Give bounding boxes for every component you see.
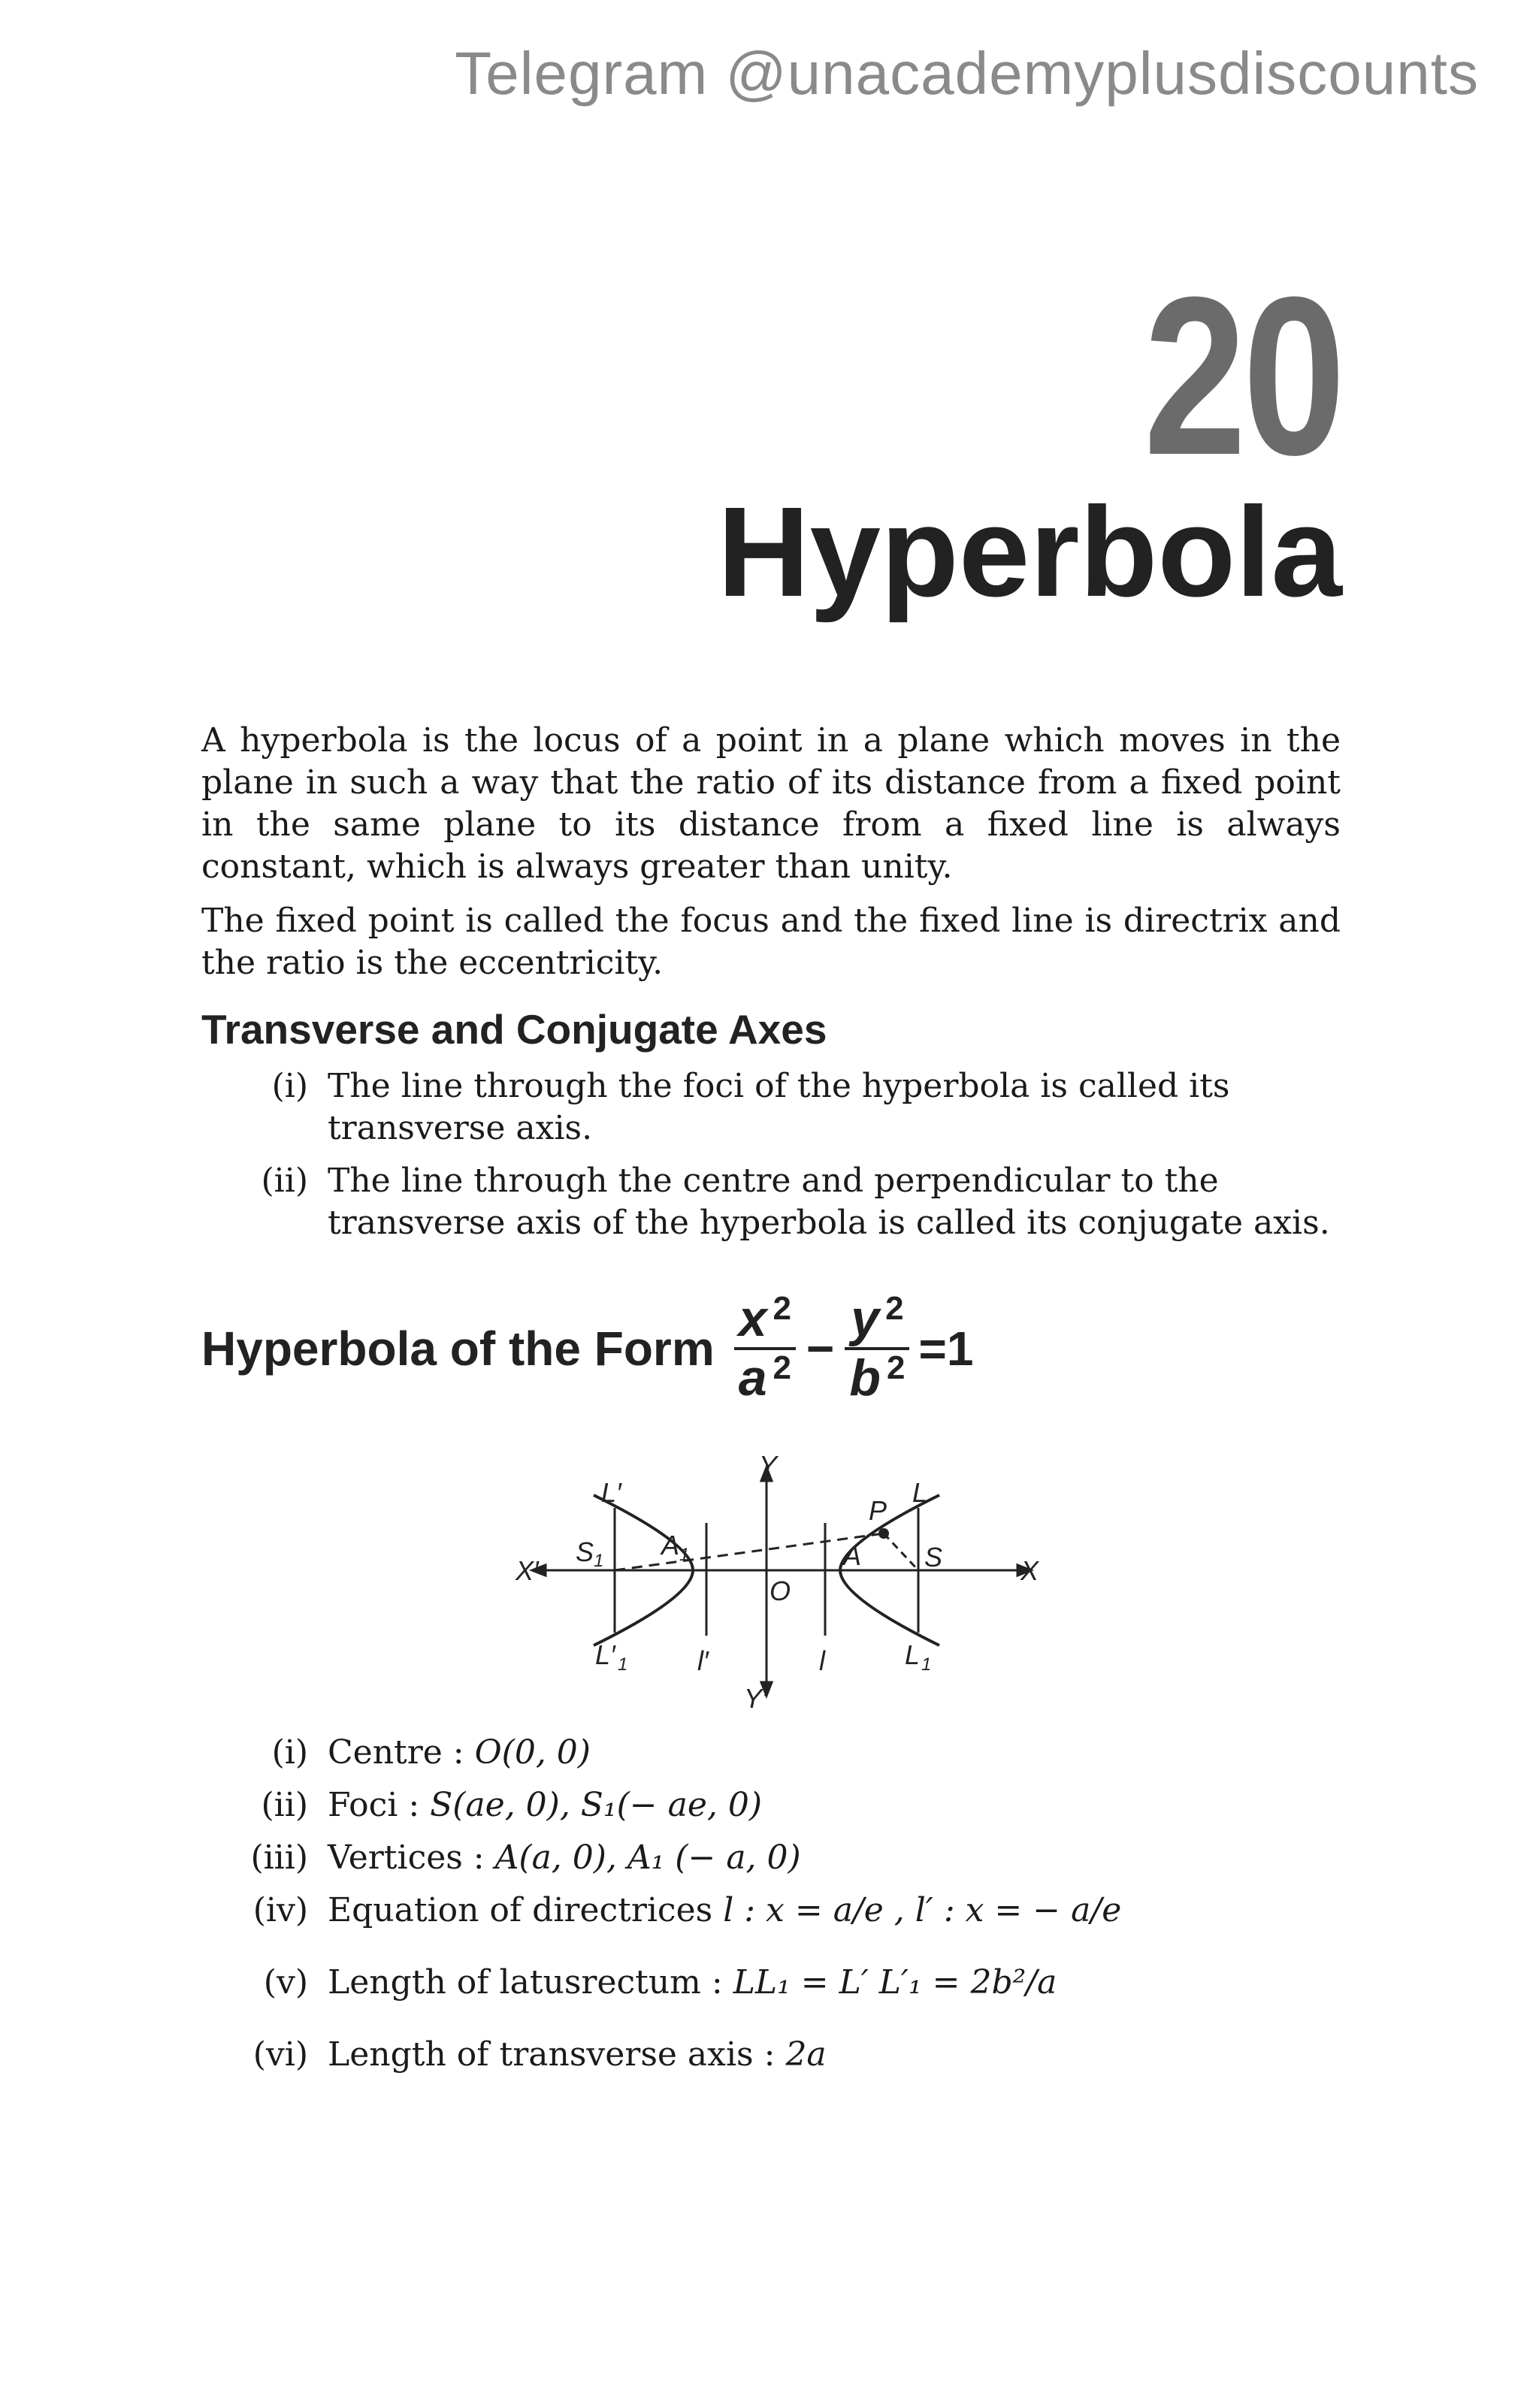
fraction-y2-b2: $\frac{y ^2}{b ^2}$ [845, 1291, 909, 1406]
label-A: A [843, 1540, 862, 1571]
svg-text:1: 1 [921, 1654, 932, 1675]
property-latusrectum: (v) Length of latusrectum : LL₁ = L′ L′₁ = 2b²/a [263, 1963, 1057, 2002]
label-A1: A [661, 1530, 680, 1561]
label-S: S [924, 1542, 943, 1573]
list-item [201, 1160, 1341, 1244]
chapter-number: 20 [1144, 249, 1342, 502]
property-foci: (ii) Foci : S(ae, 0), S₁(− ae, 0) [261, 1786, 763, 1824]
equals-one: =1 [918, 1321, 974, 1376]
list-item [201, 1065, 1341, 1150]
label-X: X [1020, 1555, 1039, 1586]
item-number: (i) [271, 1067, 308, 1105]
svg-text:1: 1 [679, 1545, 690, 1565]
properties-list [201, 1732, 1341, 2086]
hyperbola-figure [516, 1450, 1045, 1714]
watermark: Telegram @unacademyplusdiscounts [455, 40, 1479, 107]
intro-paragraph: A hyperbola is the locus of a point in a plane which moves in the plane in such a way that the ratio of its distance from a fixed point in the same plane to its distance from a fixed line is always constant, which is always greater than unity. [201, 721, 1341, 886]
label-Y: Y [759, 1450, 778, 1481]
label-l: l [819, 1645, 825, 1676]
property-transverse-axis: (vi) Length of transverse axis : 2a [252, 2035, 827, 2074]
chapter-title: Hyperbola [717, 481, 1342, 624]
intro-paragraph: The fixed point is called the focus and the fixed line is directrix and the ratio is the eccentricity. [201, 902, 1341, 982]
label-Y-prime: Y′ [744, 1683, 767, 1714]
minus-sign: − [806, 1321, 835, 1376]
label-S1: S [576, 1536, 594, 1567]
hyperbola-form-heading [201, 1291, 973, 1406]
section-heading: Hyperbola of the Form [201, 1321, 715, 1376]
svg-text:1: 1 [618, 1654, 628, 1675]
item-text: The line through the centre and perpendicular to the transverse axis of the hyperbola is called its conjugate axis. [328, 1162, 1330, 1242]
intro [201, 720, 1341, 996]
axes-section [201, 1008, 1341, 1255]
label-X-prime: X′ [516, 1555, 539, 1586]
label-L-prime-1: L′ [595, 1639, 615, 1670]
label-L-prime: L′ [601, 1477, 621, 1508]
item-text: The line through the foci of the hyperbola is called its transverse axis. [328, 1067, 1230, 1147]
label-L: L [912, 1477, 928, 1508]
property-vertices: (iii) Vertices : A(a, 0), A₁ (− a, 0) [250, 1838, 801, 1877]
fraction-x2-a2: $\frac{x ^2}{a ^2}$ [734, 1291, 796, 1406]
section-heading: Transverse and Conjugate Axes [201, 1006, 827, 1053]
label-L1: L [905, 1639, 921, 1670]
property-directrices: (iv) Equation of directrices l : x = a/e , l′ : x = − a/e [252, 1891, 1122, 1929]
label-l-prime: l′ [697, 1645, 709, 1676]
item-number: (ii) [261, 1162, 308, 1200]
svg-text:1: 1 [594, 1551, 604, 1571]
property-centre: (i) Centre : O(0, 0) [271, 1733, 591, 1772]
label-O: O [770, 1576, 791, 1606]
label-P: P [869, 1495, 887, 1526]
